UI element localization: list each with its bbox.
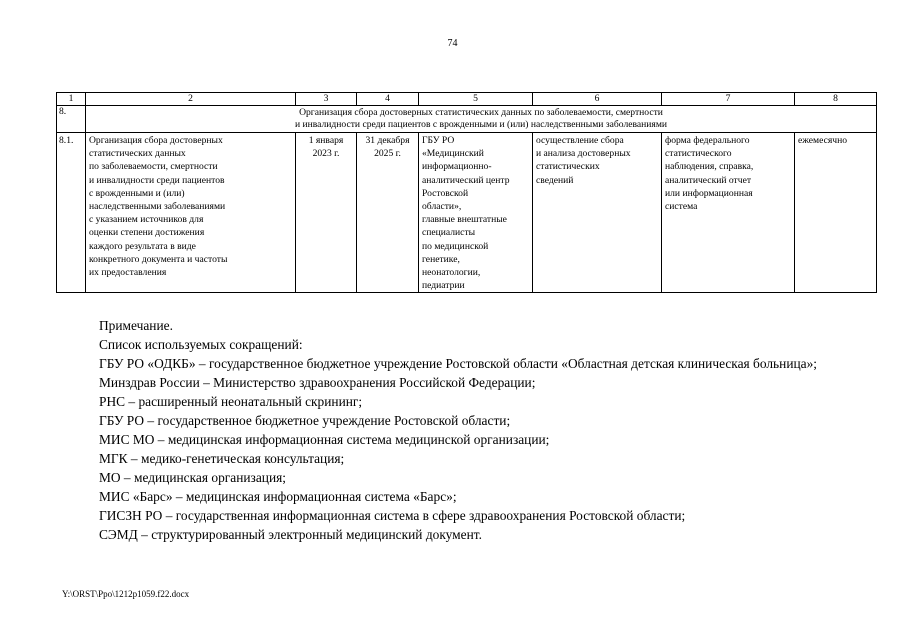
abbreviation-item: Минздрав России – Министерство здравоохранения Российской Федерации; [99,375,536,390]
abbreviation-item: ГБУ РО «ОДКБ» – государственное бюджетное учреждение Ростовской области «Областная детская клиническая больница»; [99,356,818,371]
report-form-cell: форма федерального статистического наблюдения, справка, аналитический отчет или информационная система [662,133,795,293]
abbreviation-item: МИС «Барс» – медицинская информационная система «Барс»; [99,489,457,504]
responsible-cell: ГБУ РО «Медицинский информационно- аналитический центр Ростовской области», главные внештатные специалисты по медицинской генетике, неонатологии, педиатрии [419,133,533,293]
column-number: 1 [57,93,86,106]
column-number: 5 [419,93,533,106]
activity-cell: Организация сбора достоверных статистических данных по заболеваемости, смертности и инвалидности среди пациентов с врожденными и (или) наследственными заболеваниями с указанием источников для оценки степени достижения каждого результата в виде конкретного документа и частоты их предоставления [86,133,296,293]
notes-section [30,316,850,544]
abbreviation-item: МИС МО – медицинская информационная система медицинской организации; [99,432,550,447]
section-row [57,106,877,133]
file-path-footer: Y:\ORST\Ppo\1212p1059.f22.docx [62,589,190,599]
column-number-row [57,93,877,106]
end-date-cell: 31 декабря 2025 г. [357,133,419,293]
column-number: 2 [86,93,296,106]
table-row [57,133,877,293]
section-title: Организация сбора достоверных статистических данных по заболеваемости, смертности и инвалидности среди пациентов с врожденными и (или) наследственными заболеваниями [86,106,877,133]
notes-heading: Примечание. [99,318,173,333]
abbreviation-item: МГК – медико-генетическая консультация; [99,451,345,466]
column-number: 8 [795,93,877,106]
abbreviation-item: ГИСЗН РО – государственная информационная система в сфере здравоохранения Ростовской области; [99,508,686,523]
page-number: 74 [447,38,458,49]
action-plan-table [56,92,877,293]
abbreviation-item: МО – медицинская организация; [99,470,286,485]
column-number: 7 [662,93,795,106]
section-number: 8. [57,106,86,133]
column-number: 6 [533,93,662,106]
abbreviation-item: ГБУ РО – государственное бюджетное учреждение Ростовской области; [99,413,511,428]
row-number: 8.1. [57,133,86,293]
column-number: 4 [357,93,419,106]
start-date-cell: 1 января 2023 г. [296,133,357,293]
abbreviation-item: РНС – расширенный неонатальный скрининг; [99,394,363,409]
result-cell: осуществление сбора и анализа достоверных статистических сведений [533,133,662,293]
column-number: 3 [296,93,357,106]
notes-intro: Список используемых сокращений: [99,337,303,352]
abbreviation-item: СЭМД – структурированный электронный медицинский документ. [99,527,482,542]
frequency-cell: ежемесячно [795,133,877,293]
